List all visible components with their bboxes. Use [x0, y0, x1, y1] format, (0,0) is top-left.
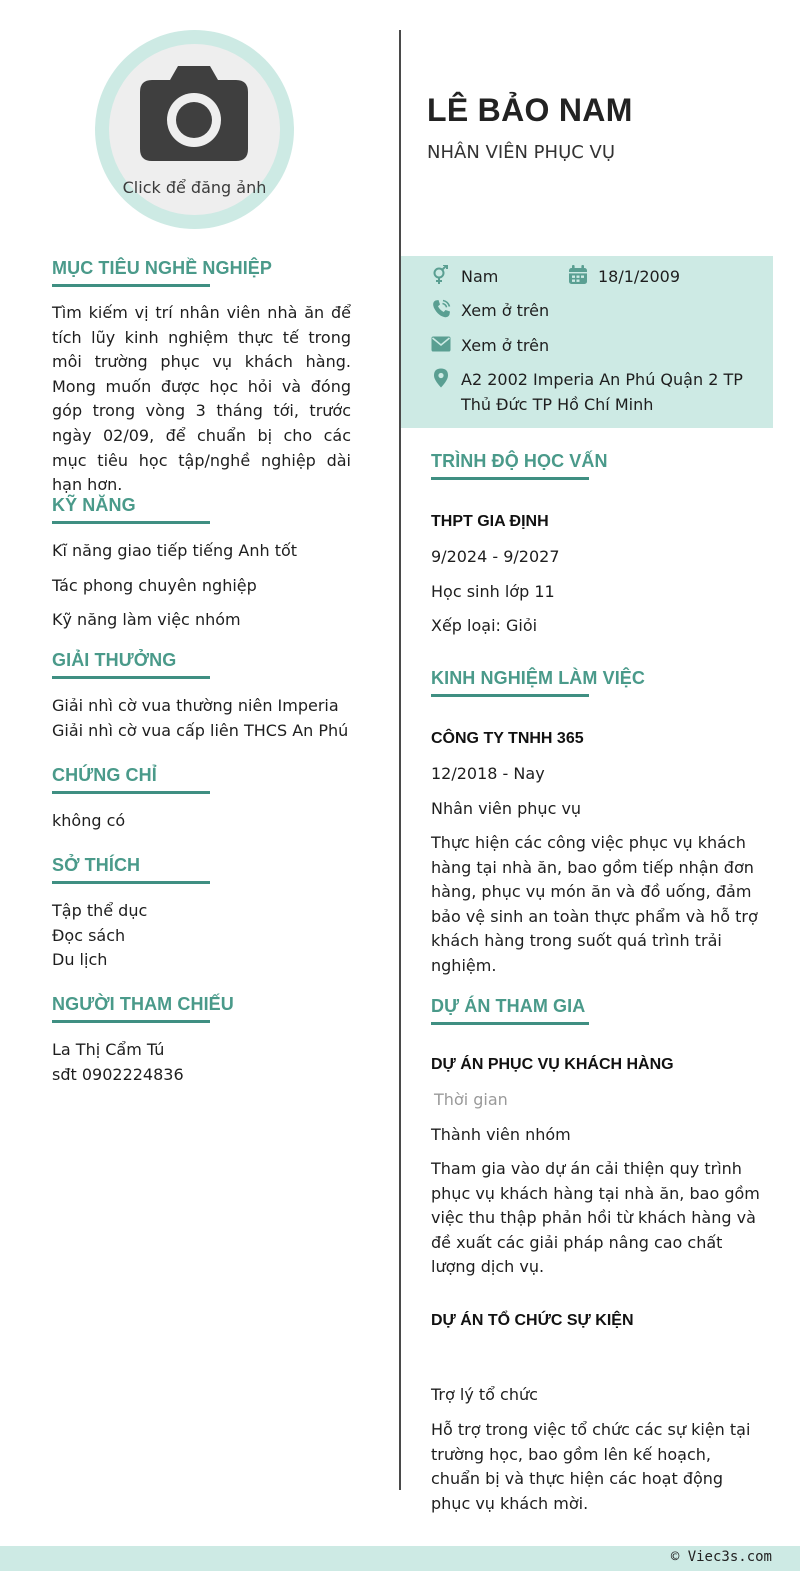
- education-title: TRÌNH ĐỘ HỌC VẤN: [431, 451, 608, 471]
- contact-panel: [401, 256, 773, 428]
- email-icon: [431, 334, 451, 354]
- experience-description: Thực hiện các công việc phục vụ khách hàng tại nhà ăn, bao gồm tiếp nhận đơn hàng, phục vụ món ăn và đồ uống, đảm bảo vệ sinh an toàn thực phẩm và hỗ trợ khách hàng trong suốt quá trình trải nghiệm.: [431, 833, 758, 975]
- hobby-item: Du lịch: [52, 950, 108, 969]
- address-value: [461, 368, 743, 417]
- project-item: [431, 1056, 771, 1280]
- project-role: Thành viên nhóm: [431, 1124, 571, 1144]
- award-item: Giải nhì cờ vua cấp liên THCS An Phú: [52, 720, 349, 740]
- certificates-title: CHỨNG CHỈ: [52, 765, 157, 785]
- project-role: Trợ lý tổ chức: [431, 1385, 538, 1405]
- avatar-caption: Click để đăng ảnh: [122, 178, 267, 197]
- references-underline: [52, 1020, 210, 1023]
- education-school: THPT GIA ĐỊNH: [431, 513, 549, 530]
- experience-company: CÔNG TY TNHH 365: [431, 730, 584, 747]
- hobbies-underline: [52, 881, 210, 884]
- copyright-text: © Viec3s.com: [670, 1549, 772, 1565]
- address-row: [431, 368, 743, 417]
- certificates-text: không có: [52, 811, 126, 830]
- phone-icon: [431, 299, 451, 319]
- experience-title: KINH NGHIỆM LÀM VIỆC: [431, 668, 646, 688]
- address-line-1: A2 2002 Imperia An Phú Quận 2 TP: [461, 370, 743, 389]
- camera-icon: [140, 66, 248, 161]
- awards-underline: [52, 676, 210, 679]
- projects-section: [431, 996, 771, 1516]
- gender-icon: [431, 265, 451, 285]
- candidate-role: NHÂN VIÊN PHỤC VỤ: [427, 142, 616, 163]
- phone-row: [431, 299, 549, 324]
- reference-phone: sđt 0902224836: [52, 1064, 184, 1084]
- skills-section: [52, 495, 351, 633]
- footer-bar: [0, 1546, 800, 1571]
- references-title: NGƯỜI THAM CHIẾU: [52, 994, 234, 1014]
- gender-row: [431, 265, 498, 290]
- certificates-section: [52, 765, 351, 834]
- projects-underline: [431, 1022, 589, 1025]
- objective-title: MỤC TIÊU NGHỀ NGHIỆP: [52, 258, 273, 278]
- phone-value: Xem ở trên: [461, 301, 550, 320]
- references-section: [52, 994, 351, 1087]
- reference-name: La Thị Cẩm Tú: [52, 1040, 165, 1059]
- award-item: Giải nhì cờ vua thường niên Imperia: [52, 696, 339, 715]
- objective-text: Tìm kiếm vị trí nhân viên nhà ăn để tích lũy kinh nghiệm thực tế trong môi trường phục vụ khách hàng. Mong muốn được học hỏi và đóng góp trong vòng 3 tháng tới, trước ngày 02/09, để chuẩn bị cho các mục tiêu học tập/nghề nghiệp dài hạn hơn.: [52, 303, 351, 495]
- address-line-2: Thủ Đức TP Hồ Chí Minh: [461, 394, 654, 414]
- calendar-icon: [568, 265, 588, 285]
- skills-title: KỸ NĂNG: [52, 495, 136, 515]
- experience-position: Nhân viên phục vụ: [431, 798, 582, 818]
- education-underline: [431, 477, 589, 480]
- skills-underline: [52, 521, 210, 524]
- education-section: [431, 451, 771, 639]
- education-level: Học sinh lớp 11: [431, 581, 555, 601]
- project-time: Thời gian: [434, 1090, 508, 1109]
- awards-section: [52, 650, 351, 743]
- project-name: DỰ ÁN PHỤC VỤ KHÁCH HÀNG: [431, 1056, 674, 1073]
- skill-item: Kỹ năng làm việc nhóm: [52, 610, 241, 629]
- avatar-placeholder[interactable]: [109, 44, 280, 215]
- experience-period: 12/2018 - Nay: [431, 764, 545, 783]
- column-divider: [399, 30, 401, 1490]
- project-name: DỰ ÁN TỔ CHỨC SỰ KIỆN: [431, 1311, 634, 1329]
- experience-section: [431, 668, 771, 979]
- hobby-item: Tập thể dục: [52, 901, 148, 920]
- projects-title: DỰ ÁN THAM GIA: [431, 996, 586, 1016]
- project-time: [431, 1344, 771, 1369]
- email-row: [431, 334, 549, 359]
- avatar-upload[interactable]: [95, 30, 294, 229]
- education-grade: Xếp loại: Giỏi: [431, 616, 538, 635]
- hobbies-section: [52, 855, 351, 973]
- birthday-row: [568, 265, 680, 290]
- hobby-item: Đọc sách: [52, 925, 126, 945]
- project-description: Hỗ trợ trong việc tổ chức các sự kiện tại trường học, bao gồm lên kế hoạch, chuẩn bị và thực hiện các hoạt động phục vụ khách mời.: [431, 1419, 751, 1513]
- objective-section: [52, 258, 351, 498]
- certificates-underline: [52, 791, 210, 794]
- gender-value: Nam: [461, 267, 499, 286]
- project-description: Tham gia vào dự án cải thiện quy trình phục vụ khách hàng tại nhà ăn, bao gồm việc thu thập phản hồi từ khách hàng và đề xuất các giải pháp nâng cao chất lượng dịch vụ.: [431, 1159, 760, 1277]
- objective-underline: [52, 284, 210, 287]
- email-value: Xem ở trên: [461, 336, 550, 355]
- experience-underline: [431, 694, 589, 697]
- candidate-name: LÊ BẢO NAM: [427, 92, 633, 128]
- skill-item: Tác phong chuyên nghiệp: [52, 575, 257, 595]
- project-item: [431, 1312, 771, 1516]
- education-period: 9/2024 - 9/2027: [431, 547, 560, 566]
- skill-item: Kĩ năng giao tiếp tiếng Anh tốt: [52, 541, 298, 560]
- hobbies-title: SỞ THÍCH: [52, 855, 141, 875]
- awards-title: GIẢI THƯỞNG: [52, 650, 177, 670]
- birthday-value: 18/1/2009: [598, 267, 681, 286]
- location-pin-icon: [431, 368, 451, 388]
